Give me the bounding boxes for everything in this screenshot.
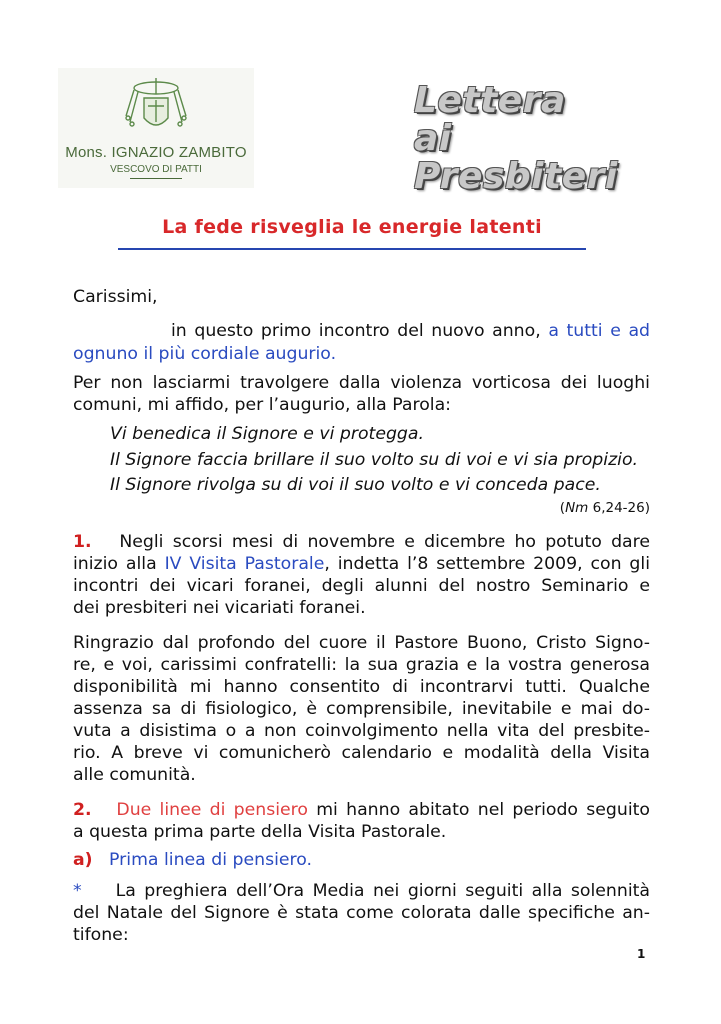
blessing-line-2: Il Signore faccia brillare il suo volto su di voi e vi sia propizio.	[110, 450, 639, 470]
section-a-label: a)	[73, 850, 93, 870]
word-line-1: Per non lasciarmi travolgere dalla violenza vorticosa dei luoghi	[73, 373, 650, 393]
greeting: Carissimi,	[73, 287, 158, 307]
citation-open: (	[559, 500, 566, 516]
section-1-line-4: dei presbiteri nei vicariati foranei.	[73, 598, 366, 618]
section-2-line-1	[73, 799, 650, 821]
blessing-line-1: Vi benedica il Signore e vi protegga.	[110, 424, 424, 444]
section-1-l2a: inizio alla	[73, 554, 157, 574]
intro-text: in questo primo incontro del nuovo anno,	[171, 321, 541, 341]
section-2-text: mi hanno abitato nel periodo seguito	[316, 800, 650, 820]
section-1-line-1	[73, 531, 650, 553]
bishop-crest	[58, 68, 254, 188]
bullet-line-2: del Natale del Signore è stata come colorata dalle specifiche an-	[73, 903, 650, 923]
bullet-line-1	[73, 880, 650, 902]
coat-of-arms-icon	[120, 76, 192, 142]
section-2-line-2: a questa prima parte della Visita Pastorale.	[73, 822, 447, 842]
letterhead	[0, 0, 721, 200]
thanks-line-2: re, e voi, carissimi confratelli: la sua grazia e la vostra generosa	[73, 655, 650, 675]
section-1-line-2	[73, 553, 650, 575]
lettera-logo	[410, 80, 650, 197]
citation-book: Nm	[565, 500, 589, 516]
section-a-text: Prima linea di pensiero.	[109, 850, 312, 870]
document-title: La fede risveglia le energie latenti	[162, 216, 542, 238]
crest-name: Mons. IGNAZIO ZAMBITO	[65, 144, 247, 161]
thanks-line-3: disponibilità mi hanno consentito di incontrarvi tutti. Qualche	[73, 677, 650, 697]
page-number: 1	[637, 947, 646, 961]
intro-line-2: ognuno il più cordiale augurio.	[73, 344, 337, 364]
crest-role: VESCOVO DI PATTI	[110, 164, 202, 175]
scripture-citation	[73, 497, 650, 519]
section-1-l2b: , indetta l’8 settembre 2009, con gli	[324, 554, 650, 574]
logo-line-2: ai Presbiteri	[414, 118, 618, 197]
visita-pastorale-link[interactable]: IV Visita Pastorale	[164, 554, 325, 574]
thanks-line-5: vuta a disistima o a non coinvolgimento nella vita del presbite-	[73, 721, 650, 741]
section-2-highlight: Due linee di pensiero	[116, 800, 308, 820]
bullet-mark: *	[73, 881, 82, 901]
citation-ref: 6,24-26)	[588, 500, 650, 516]
section-1-text: Negli scorsi mesi di novembre e dicembre ho potuto dare	[119, 532, 650, 552]
bullet-text: La preghiera dell’Ora Media nei giorni seguiti alla solennità	[115, 881, 650, 901]
title-underline	[118, 248, 586, 250]
logo-line-1: Lettera	[414, 80, 566, 121]
bullet-line-3: tifone:	[73, 925, 129, 945]
section-a	[73, 849, 650, 871]
crest-divider	[130, 178, 182, 179]
word-line-2: comuni, mi affido, per l’augurio, alla Parola:	[73, 395, 452, 415]
intro-wish: a tutti e ad	[548, 321, 651, 341]
thanks-line-1: Ringrazio dal profondo del cuore il Pastore Buono, Cristo Signo-	[73, 633, 650, 653]
section-1-number: 1.	[73, 532, 92, 552]
blessing-line-3: Il Signore rivolga su di voi il suo volto e vi conceda pace.	[110, 475, 601, 495]
thanks-line-7: alle comunità.	[73, 765, 196, 785]
thanks-line-4: assenza sa di fisiologico, è comprensibile, inevitabile e mai do-	[73, 699, 650, 719]
thanks-line-6: rio. A breve vi comunicherò calendario e modalità della Visita	[73, 743, 650, 763]
intro-line-1	[171, 320, 650, 342]
section-2-number: 2.	[73, 800, 92, 820]
section-1-line-3: incontri dei vicari foranei, degli alunni del nostro Seminario e	[73, 576, 650, 596]
